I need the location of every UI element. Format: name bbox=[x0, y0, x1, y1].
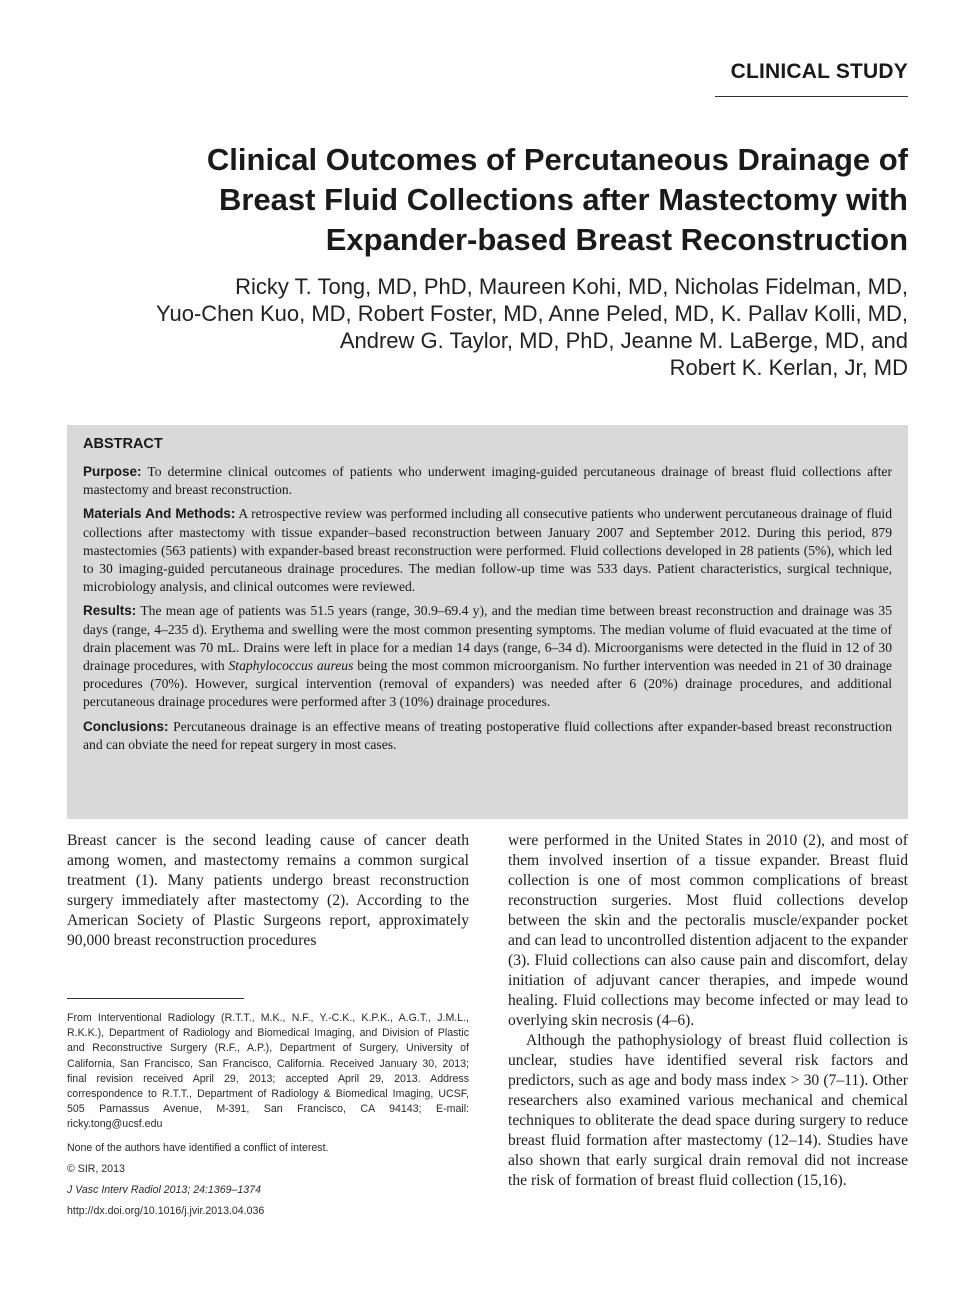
methods-label: Materials And Methods: bbox=[83, 506, 236, 522]
body-column-right bbox=[508, 831, 908, 1191]
purpose-label: Purpose: bbox=[83, 464, 142, 479]
footnote-rule bbox=[67, 998, 244, 999]
conflict-note: None of the authors have identified a conflict of interest. bbox=[67, 1141, 329, 1154]
body-paragraph: Breast cancer is the second leading cause of cancer death among women, and mastectomy remains a common surgical treatment (1). Many patients undergo breast reconstruction surgery immediately after mastectomy (2). According to the American Society of Plastic Surgeons report, approximately 90,000 breast reconstruction procedures bbox=[67, 832, 469, 949]
abstract-heading: ABSTRACT bbox=[83, 436, 163, 452]
body-paragraph: Although the pathophysiology of breast fluid collection is unclear, studies have identified several risk factors and predictors, such as age and body mass index > 30 (7–11). Other researchers also examined various mechanical and chemical techniques to obliterate the dead space during surgery to reduce breast fluid formation after mastectomy (12–14). Studies have also shown that early surgical drain removal did not increase the risk of formation of breast fluid collection (15,16). bbox=[508, 1032, 908, 1189]
body-column-left bbox=[67, 831, 469, 951]
article-title bbox=[88, 140, 908, 260]
organism-name: Staphylococcus aureus bbox=[228, 658, 354, 674]
abstract-methods bbox=[83, 505, 892, 596]
section-rule bbox=[715, 96, 908, 97]
journal-citation: J Vasc Interv Radiol 2013; 24:1369–1374 bbox=[67, 1184, 261, 1197]
author-list bbox=[28, 273, 908, 381]
abstract-results bbox=[83, 602, 892, 711]
affiliation-note: From Interventional Radiology (R.T.T., M.K., N.F., Y.-C.K., K.P.K., A.G.T., J.M.L., R.K.K.), Department of Radiology and Biomedical Imaging, and Division of Plastic and Reconstructive Surgery (R.F., A.P.), Department of Surgery, University of California, San Francisco, San Francisco, California. Received January 30, 2013; final revision received April 29, 2013; accepted April 29, 2013. Address correspondence to R.T.T., Department of Radiology & Biomedical Imaging, UCSF, 505 Parnassus Avenue, M-391, San Francisco, CA 94143; E-mail: ricky.tong@ucsf.edu bbox=[67, 1012, 469, 1131]
author-line: Ricky T. Tong, MD, PhD, Maureen Kohi, MD, Nicholas Fidelman, MD, bbox=[235, 274, 908, 299]
conclusions-text: Percutaneous drainage is an effective means of treating postoperative fluid collections after expander-based breast reconstruction and can obviate the need for repeat surgery in most cases. bbox=[83, 718, 892, 752]
section-label: CLINICAL STUDY bbox=[730, 60, 908, 83]
doi-link[interactable]: http://dx.doi.org/10.1016/j.jvir.2013.04.036 bbox=[67, 1205, 265, 1218]
body-paragraph: were performed in the United States in 2010 (2), and most of them involved insertion of a tissue expander. Breast fluid collection is one of most common complications of breast reconstruction surgeries. Most fluid collections develop between the skin and the pectoralis muscle/expander pocket and can lead to uncontrolled distention adjacent to the expander (3). Fluid collections can also cause pain and discomfort, delay initiation of adjuvant cancer therapies, and impede wound healing. Fluid collections may become infected or may lead to overlying skin necrosis (4–6). bbox=[508, 832, 908, 1029]
abstract-purpose bbox=[83, 463, 892, 499]
author-line: Robert K. Kerlan, Jr, MD bbox=[669, 355, 908, 380]
title-line: Expander-based Breast Reconstruction bbox=[325, 222, 908, 257]
abstract-box bbox=[67, 425, 908, 819]
results-text-continued: being the most common microorganism. No further intervention was needed in 21 of 30 drainage procedures (70%). However, surgical intervention (removal of expanders) was needed after 6 (20%) drainage procedures, and additional percutaneous drainage procedures were performed after 3 (10%) drainage procedures. bbox=[83, 658, 892, 710]
methods-text: A retrospective review was performed including all consecutive patients who underwent percutaneous drainage of fluid collections after mastectomy with tissue expander–based reconstruction between January 2007 and September 2012. During this period, 879 mastectomies (563 patients) with expander-based breast reconstruction were performed. Fluid collections developed in 28 patients (5%), which led to 30 imaging-guided percutaneous drainage procedures. The median follow-up time was 533 days. Patient characteristics, surgical technique, microbiology analysis, and clinical outcomes were reviewed. bbox=[83, 506, 892, 595]
results-label: Results: bbox=[83, 603, 137, 619]
copyright-note: © SIR, 2013 bbox=[67, 1162, 125, 1175]
title-line: Clinical Outcomes of Percutaneous Drainage of bbox=[206, 142, 908, 177]
title-line: Breast Fluid Collections after Mastectomy with bbox=[218, 182, 908, 217]
footnotes bbox=[67, 1011, 469, 1225]
conclusions-label: Conclusions: bbox=[83, 718, 169, 734]
purpose-text: To determine clinical outcomes of patients who underwent imaging-guided percutaneous drainage of breast fluid collections after mastectomy and breast reconstruction. bbox=[83, 464, 892, 498]
results-text: The mean age of patients was 51.5 years (range, 30.9–69.4 y), and the median time between breast reconstruction and drainage was 35 days (range, 4–235 d). Erythema and swelling were the most common presenting symptoms. The median volume of fluid evacuated at the time of drain placement was 70 mL. Drains were left in place for a median 14 days (range, 6–34 d). Microorganisms were detected in the fluid in 12 of 30 drainage procedures, with bbox=[83, 603, 892, 674]
author-line: Yuo-Chen Kuo, MD, Robert Foster, MD, Anne Peled, MD, K. Pallav Kolli, MD, bbox=[156, 301, 908, 326]
abstract-conclusions bbox=[83, 718, 892, 754]
author-line: Andrew G. Taylor, MD, PhD, Jeanne M. LaBerge, MD, and bbox=[339, 328, 908, 353]
